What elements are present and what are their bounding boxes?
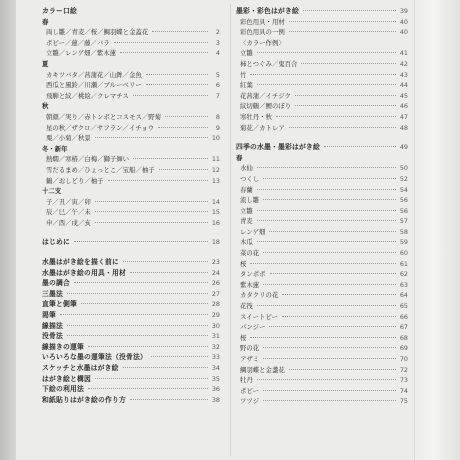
dot-leader [257,379,396,380]
dot-leader [133,95,208,96]
dot-leader [123,261,208,262]
toc-entry [42,27,220,38]
toc-entry [236,195,408,206]
toc-entry-title: カキツバタ／菖蒲花／山鉾／金魚 [42,70,144,81]
dot-leader [95,137,208,138]
toc-page-number: 60 [399,249,408,258]
dot-leader [282,294,396,295]
dot-leader [289,31,396,32]
toc-page-number: 43 [399,70,408,79]
dot-leader [88,346,208,347]
dot-leader [95,201,208,202]
toc-entry-title: パンジー [236,322,267,333]
toc-heading [42,268,220,279]
toc-entry-title: 立雛／レンゲ畑／紫木蓮 [42,48,118,59]
toc-page-number: 6 [215,81,220,90]
toc-entry [42,218,220,229]
toc-page-number: 49 [399,143,408,152]
toc-entry [236,237,408,248]
book-spine-shadow [0,0,16,460]
toc-entry-title: 花筏 [236,301,255,312]
toc-heading [42,299,220,310]
toc-page-number: 11 [211,155,220,164]
toc-heading [42,310,220,321]
toc-entry-title: 辰／巳／午／未 [42,207,93,218]
toc-page-number: 48 [399,123,408,132]
toc-page-number: 62 [399,270,408,279]
dot-leader [257,167,396,168]
dot-leader [289,127,396,128]
toc-page-number: 30 [211,321,220,330]
toc-page-number: 16 [211,218,220,227]
toc-entry-title: タンポポ [236,269,268,280]
dot-leader [114,42,208,43]
toc-entry-title: レンゲ畑 [236,227,267,238]
toc-entry-title: 水墨はがき絵を描く前に [42,258,119,267]
toc-entry [42,197,220,208]
section-gap [42,248,220,257]
toc-page-number: 52 [399,174,408,183]
toc-entry-title: 下絵の利用法 [42,385,84,394]
toc-page-number: 61 [399,259,408,268]
toc-subheading [42,101,220,112]
toc-entry-title: 和紙貼りはがき絵の作り方 [42,395,126,404]
toc-entry-title: 三墨法 [42,289,63,298]
toc-entry-title: ツツジ [236,396,261,407]
toc-entry-title: 紋切鶴／鯉のぼり [236,101,293,112]
dot-leader [263,252,396,253]
dot-leader [120,52,208,53]
toc-entry-title: スケッチと水墨はがき絵 [42,364,119,372]
toc-page-number: 41 [399,49,408,58]
toc-entry-title: 青麦 [236,216,255,227]
toc-entry-title: 菊花／カトレア [236,123,287,134]
toc-entry [236,322,408,333]
toc-entry [236,70,408,81]
toc-entry [236,174,408,185]
dot-leader [158,127,208,128]
page-edge [414,0,460,460]
toc-page-number: 28 [211,300,220,309]
dot-leader [269,326,396,327]
toc-heading [42,342,220,353]
toc-subheading [42,186,220,197]
toc-page-number: 46 [399,102,408,111]
toc-entry [236,248,408,259]
toc-entry [236,269,408,280]
toc-entry-title: 飛騨と紋／桃絵／クレマチス [42,91,131,102]
toc-entry-title: 栗／小菊／秋景 [42,133,93,144]
toc-entry-title: 彩色用具の一例 [236,27,287,38]
toc-entry-title: 春 [42,17,49,26]
toc-heading [42,237,220,248]
dot-leader [74,241,208,242]
toc-entry [236,206,408,217]
toc-entry [42,80,220,91]
toc-entry [236,343,408,354]
toc-page-number: 24 [211,268,220,277]
toc-entry-title: 彩色用具・用材 [236,17,287,28]
dot-leader [95,211,208,212]
toc-entry-title: 渇筆 [42,311,56,320]
toc-heading [42,374,220,385]
toc-entry-title: 春蘭 [236,185,255,196]
toc-entry [236,163,408,174]
toc-page-number: 33 [211,353,220,362]
toc-entry-title: 水墨はがき絵の用具・用材 [42,268,126,277]
toc-entry-title: ポピー／蓮／藤／バラ [42,38,112,49]
toc-entry [42,38,220,49]
toc-page-number: 34 [211,364,220,372]
toc-page-number: 26 [211,279,220,288]
dot-leader [257,210,396,211]
dot-leader [130,272,208,273]
toc-entry-title: 夏 [42,59,49,68]
toc-entry-title: 星の秋／ザクロ／サフラン／イチョウ [42,123,156,134]
toc-page-number: 66 [399,312,408,321]
toc-page-number: 32 [211,342,220,351]
toc-entry [236,386,408,397]
toc-subheading [42,59,220,70]
toc-page-number: 7 [215,91,220,100]
dot-leader [152,31,208,32]
dot-leader [324,146,396,147]
toc-entry-title: 直筆と側筆 [42,300,77,309]
toc-right-column [236,6,408,407]
dot-leader [88,388,208,389]
dot-leader [263,199,396,200]
toc-page-number: 5 [215,70,220,79]
dot-leader [81,303,208,304]
toc-entry [236,259,408,270]
dot-leader [95,222,208,223]
section-gap [236,133,408,142]
toc-entry-title: 立雛 [236,48,255,59]
toc-entry-title: いろいろな墨の運筆法（没骨法） [42,353,147,362]
toc-entry-title: アザミ [236,354,261,365]
toc-entry-title: 菜の花 [236,248,261,259]
dot-leader [123,367,208,368]
toc-left-column [42,6,220,405]
toc-entry-title: 野の花 [236,343,261,354]
toc-entry-title: 両し雛／青麦／桜／鯛羽蝶と金蓋花 [42,27,150,38]
dot-leader [133,158,208,159]
toc-page-number: 75 [399,397,408,406]
toc-entry-title: はがき絵と構図 [42,374,91,383]
toc-heading [42,321,220,332]
toc-page-number: 8 [215,112,220,121]
dot-leader [165,116,208,117]
toc-page-number: 68 [399,333,408,342]
toc-entry-title: 墨彩・彩色はがき絵 [236,7,299,15]
toc-page-number: 67 [399,323,408,332]
toc-entry-title: 線描きの運筆 [42,342,84,351]
dot-leader [263,347,396,348]
dot-leader [289,21,396,22]
toc-entry-title: スイートピー [236,312,280,323]
toc-entry-title: 桜 [236,333,248,344]
toc-page-number: 29 [211,311,220,320]
dot-leader [250,263,396,264]
toc-entry-title: 木瓜 [236,237,255,248]
dot-leader [303,10,396,11]
toc-page-number: 3 [215,38,220,47]
toc-entry-title: 竹 [236,70,248,81]
dot-leader [289,369,396,370]
toc-page-number: 59 [399,238,408,247]
toc-entry [236,91,408,102]
toc-page-number: 31 [211,332,220,341]
dot-leader [257,189,396,190]
toc-page-number: 15 [211,208,220,217]
toc-entry-title: 鶴／おしどり／柚子 [42,176,106,187]
dot-leader [263,358,396,359]
toc-entry-title: 〈カラー作例〉 [236,38,287,49]
dot-leader [250,74,396,75]
toc-entry-title: 没骨法 [42,332,63,341]
toc-page-number: 40 [399,28,408,37]
toc-entry-title: 冬・新年 [42,144,68,153]
toc-entry [236,17,408,28]
toc-entry [42,165,220,176]
dot-leader [257,305,396,306]
toc-page-number: 56 [399,206,408,215]
dot-leader [108,180,208,181]
dot-leader [257,52,396,53]
toc-entry [236,38,408,49]
toc-page-number: 54 [399,185,408,194]
toc-page-number: 73 [399,376,408,385]
toc-heading [42,289,220,300]
dot-leader [130,399,208,400]
toc-entry [236,216,408,227]
toc-entry [236,365,408,376]
toc-entry-title: 桜 [236,259,248,270]
toc-heading [42,278,220,289]
toc-entry [42,48,220,59]
toc-page-number: 42 [399,59,408,68]
toc-entry [236,48,408,59]
toc-page-number: 14 [211,197,220,206]
dot-leader [74,282,208,283]
toc-subheading [42,17,220,28]
toc-entry-title: 花菖蒲／イチジク [236,91,293,102]
dot-leader [276,116,396,117]
dot-leader [263,400,396,401]
toc-entry-title: 西瓜と風鈴／川瀬／ブルーベリー [42,80,144,91]
toc-entry-title: 流し雛 [236,195,261,206]
toc-entry [42,154,220,165]
toc-page-number: 69 [399,344,408,353]
toc-entry-title: 秋 [42,102,49,111]
toc-page-number: 36 [211,385,220,394]
toc-entry [42,91,220,102]
toc-entry-title: 立雛 [236,206,255,217]
toc-entry [236,123,408,134]
toc-entry [42,133,220,144]
toc-page-number: 56 [399,196,408,205]
toc-entry [236,27,408,38]
toc-entry [236,280,408,291]
toc-entry-title: 水仙 [236,163,255,174]
toc-entry-title: はじめに [42,238,70,247]
toc-entry-title: 申／酉／戌／亥 [42,218,93,229]
toc-heading [236,142,408,153]
toc-entry [236,290,408,301]
toc-heading [42,384,220,395]
dot-leader [301,63,396,64]
toc-page-number: 35 [211,374,220,383]
dot-leader [250,337,396,338]
toc-page-number: 2 [215,28,220,37]
dot-leader [67,325,208,326]
toc-page-number: 23 [211,258,220,267]
toc-page-number: 65 [399,302,408,311]
toc-heading [42,352,220,363]
toc-entry-title: 線描法 [42,321,63,330]
dot-leader [257,220,396,221]
toc-entry-title: 熱燗／寒椿／白梅／獅子舞い [42,154,131,165]
toc-entry [236,112,408,123]
dot-leader [67,335,208,336]
toc-page-number: 64 [399,291,408,300]
toc-entry-title: 紅葉 [236,80,255,91]
dot-leader [146,74,208,75]
toc-entry-title: 雪だるまめ／ひょっとこ／宝船／柚子 [42,165,157,176]
toc-entry [236,101,408,112]
toc-entry-title: ポピー [236,386,261,397]
toc-page-number: 10 [211,134,220,143]
dot-leader [270,273,396,274]
toc-page-number: 58 [399,227,408,236]
dot-leader [263,390,396,391]
column-divider [230,4,231,456]
dot-leader [151,356,208,357]
toc-page-number: 27 [211,289,220,298]
toc-heading [42,6,220,17]
toc-entry [236,354,408,365]
dot-leader [60,314,208,315]
toc-page-number: 45 [399,91,408,100]
toc-page-number: 39 [399,7,408,15]
toc-heading [42,395,220,406]
dot-leader [146,84,208,85]
toc-page-number: 47 [399,112,408,121]
toc-entry [42,123,220,134]
toc-entry [236,375,408,386]
toc-page-number: 70 [399,355,408,363]
toc-entry-title: 朝顔／実り／赤トンボとコスモス／野菊 [42,112,163,123]
dot-leader [257,84,396,85]
toc-page-number: 57 [399,217,408,226]
toc-page-number: 72 [399,365,408,374]
toc-heading [42,331,220,342]
toc-page-number: 13 [211,176,220,185]
toc-entry-title: 寒牡丹・秋 [236,112,274,123]
toc-entry [42,176,220,187]
toc-heading [42,257,220,268]
toc-page-number: 9 [215,123,220,132]
toc-entry [236,312,408,323]
dot-leader [263,178,396,179]
dot-leader [295,105,396,106]
toc-heading [42,363,220,374]
toc-entry [236,396,408,407]
toc-entry-title: 春 [236,153,243,162]
toc-page-number: 4 [215,49,220,58]
toc-entry-title: カラー口絵 [42,7,77,15]
toc-entry [42,112,220,123]
toc-entry [236,227,408,238]
toc-page-number: 18 [211,238,220,247]
toc-page-number: 38 [211,395,220,404]
toc-heading [236,6,408,17]
toc-page-number: 44 [399,81,408,90]
toc-entry-title: 柿とつぐみ／鬼百合 [236,59,299,70]
dot-leader [159,169,208,170]
toc-entry [42,207,220,218]
toc-entry [236,80,408,91]
toc-entry-title: カタクリの花 [236,290,280,301]
toc-entry-title: 鯛羽蝶と金盞花 [236,365,287,376]
toc-entry-title: 子／丑／寅／卯 [42,197,93,208]
toc-entry-title: 墨の調合 [42,279,70,288]
toc-entry [236,185,408,196]
toc-page-number: 40 [399,17,408,26]
toc-subheading [236,153,408,164]
toc-entry [236,59,408,70]
dot-leader [263,284,396,285]
dot-leader [257,241,396,242]
section-gap [42,228,220,237]
toc-entry [42,70,220,81]
toc-page-number: 50 [399,164,408,173]
dot-leader [67,293,208,294]
toc-entry [236,301,408,312]
toc-entry [236,333,408,344]
toc-entry-title: 牡丹 [236,375,255,386]
toc-entry-title: 紫木蓮 [236,280,261,291]
toc-entry-title: 四季の水墨・墨彩はがき絵 [236,143,320,152]
toc-subheading [42,144,220,155]
toc-entry-title: つくし [236,174,261,185]
dot-leader [95,378,208,379]
dot-leader [269,231,396,232]
dot-leader [295,95,396,96]
toc-page-number: 74 [399,386,408,395]
toc-entry-title: 十二支 [42,187,62,196]
toc-page-number: 12 [211,165,220,174]
dot-leader [282,316,396,317]
toc-page-number: 63 [399,280,408,289]
